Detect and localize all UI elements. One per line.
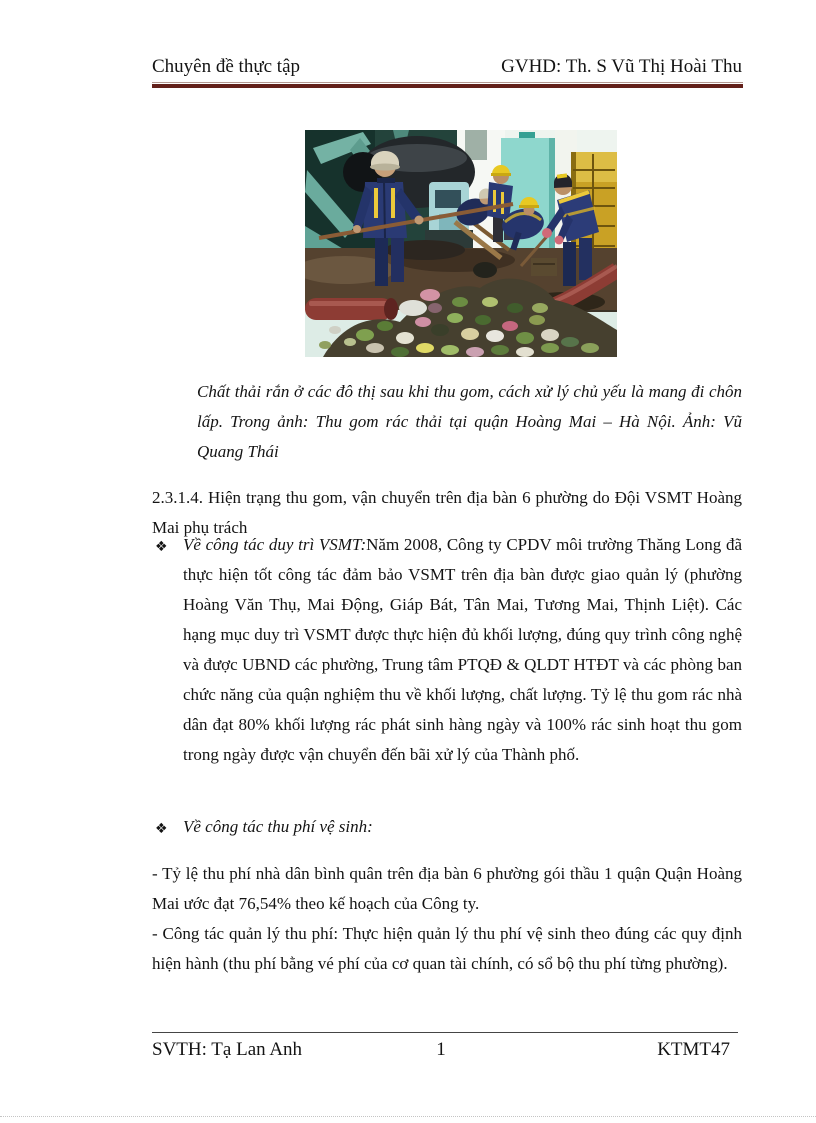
diamond-bullet-icon: ❖	[155, 539, 168, 555]
page-header	[152, 55, 742, 79]
footer-page-number: 1	[436, 1039, 446, 1060]
header-right-supervisor: GVHD: Th. S Vũ Thị Hoài Thu	[501, 56, 742, 77]
bullet-paragraph-thu-phi-ve-sinh	[152, 812, 742, 842]
paragraph-ty-le-thu-phi: - Tỷ lệ thu phí nhà dân bình quân trên địa bàn 6 phường gói thầu 1 quận Quận Hoàng Mai ước đạt 76,54% theo kế hoạch của Công ty.	[152, 864, 742, 913]
header-rule	[152, 82, 743, 88]
bullet-lead-italic: Về công tác thu phí vệ sinh:	[183, 817, 373, 836]
bullet-lead-italic: Về công tác duy trì VSMT:	[183, 535, 367, 554]
diamond-bullet-icon: ❖	[155, 821, 168, 837]
garbage-collection-photo	[305, 130, 617, 357]
footer-student-name: SVTH: Tạ Lan Anh	[152, 1039, 303, 1060]
footer-class-code: KTMT47	[657, 1039, 731, 1060]
bullet-body-text: Năm 2008, Công ty CPDV môi trường Thăng Long đã thực hiện tốt công tác đảm bảo VSMT trên địa bàn được giao quản lý (phường Hoàng Văn Thụ, Mai Động, Giáp Bát, Tân Mai, Tương Mai, Thịnh Liệt). Các hạng mục duy trì VSMT được thực hiện đủ khối lượng, đúng quy trình công nghệ và được UBND các phường, Trung tâm PTQĐ & QLDT HTĐT và các phòng ban chức năng của quận nghiệm thu về khối lượng, chất lượng. Tỷ lệ thu gom rác nhà dân đạt 80% khối lượng rác phát sinh hàng ngày và 100% rác sinh hoạt thu gom trong ngày được vận chuyển đến bãi xử lý của Thành phố.	[183, 535, 742, 764]
figure-caption: Chất thải rắn ở các đô thị sau khi thu gom, cách xử lý chủ yếu là mang đi chôn lấp. Trong ảnh: Thu gom rác thải tại quận Hoàng Mai – Hà Nội. Ảnh: Vũ Quang Thái	[197, 382, 742, 461]
bullet-paragraph-duy-tri-vsmt	[152, 530, 742, 770]
section-heading: 2.3.1.4. Hiện trạng thu gom, vận chuyển trên địa bàn 6 phường do Đội VSMT Hoàng Mai phụ trách	[152, 488, 742, 537]
footer-rule	[152, 1032, 738, 1033]
photo-pipe-left	[305, 298, 398, 320]
header-left-title: Chuyên đề thực tập	[152, 56, 301, 77]
figure-photo	[305, 130, 617, 357]
paragraph-cong-tac-quan-ly: - Công tác quản lý thu phí: Thực hiện quản lý thu phí vệ sinh theo đúng các quy định hiện hành (thu phí bằng vé phí của cơ quan tài chính, có sổ bộ thu phí từng phường).	[152, 924, 742, 973]
page-footer	[152, 1038, 738, 1062]
page-bottom-boundary	[0, 1116, 816, 1117]
